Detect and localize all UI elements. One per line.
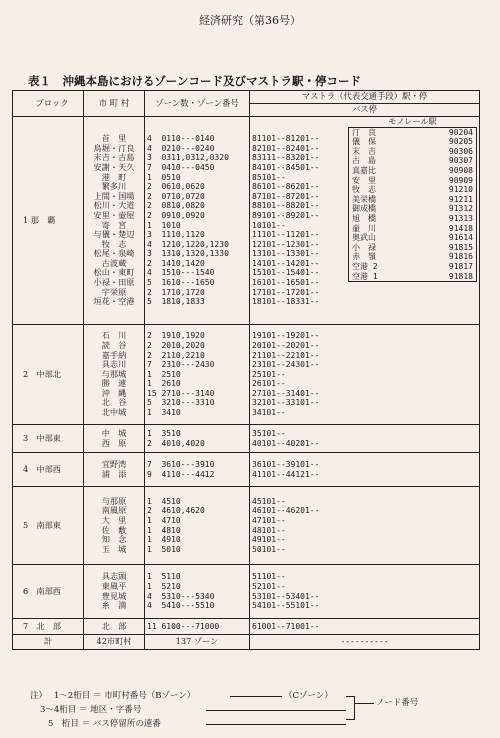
- monorail-station-row: [352, 233, 473, 243]
- monorail-station-row: [352, 176, 473, 186]
- monorail-station-name: 真嘉比: [352, 165, 376, 175]
- monorail-station-code: 90205: [448, 137, 473, 147]
- bus-stop-list: 61001--71001--: [250, 619, 480, 635]
- monorail-station-row: [352, 224, 473, 234]
- bracket-line: [206, 724, 346, 725]
- monorail-station-name: 奥武山: [352, 233, 376, 243]
- monorail-station-code: 91816: [448, 252, 473, 262]
- monorail-station-row: [352, 185, 473, 195]
- monorail-station-code: 90204: [448, 127, 473, 137]
- zone-list: 2 1910,1920 2 2010,2020 2 2110,2210 7 2310---2430 1 2510 1 2610 15 2710---3140 5 3210---3310 1 3410: [145, 325, 250, 425]
- col-header-block: ブロック: [13, 91, 84, 117]
- monorail-cell: [346, 117, 480, 325]
- bus-stop-list: 45101-- 46101--46201-- 47101-- 48101-- 49101-- 50101--: [250, 487, 480, 565]
- monorail-station-box: [348, 127, 477, 283]
- monorail-station-name: 古 島: [352, 156, 376, 166]
- bracket-line: [354, 703, 374, 704]
- note-node-number: ノード番号: [376, 698, 419, 708]
- monorail-station-name: 汀 良: [352, 127, 376, 137]
- monorail-station-code: 91312: [448, 204, 473, 214]
- monorail-station-name: 空港 1: [352, 271, 378, 281]
- monorail-station-code: 91614: [448, 233, 473, 243]
- col-header-bus: バス停: [250, 104, 480, 117]
- block-name: 4 中部西: [13, 453, 84, 487]
- note-line-3: 5 桁目 ＝ バス停留所の連番: [48, 719, 161, 729]
- monorail-station-name: 儀 保: [352, 137, 376, 147]
- zone-list: 1 5110 1 5210 4 5310---5340 4 5410---5510: [145, 565, 250, 619]
- total-zones: 137 ゾーン: [145, 635, 250, 650]
- monorail-station-code: 91211: [448, 194, 473, 204]
- block-name: 3 中部東: [13, 425, 84, 453]
- table-title: 表１ 沖縄本島におけるゾーンコード及びマストラ駅・停コード: [28, 74, 362, 88]
- bracket-line: [346, 696, 355, 720]
- total-municipalities: 42市町村: [84, 635, 145, 650]
- monorail-station-code: 91815: [448, 242, 473, 252]
- monorail-station-row: [352, 156, 473, 166]
- municipality-list: 石 川 読 谷 嘉手納 具志川 与那城 勝 連 沖 縄 北 谷 北中城: [84, 325, 145, 425]
- municipality-list: 与那原 南風原 大 里 佐 敷 知 念 玉 城: [84, 487, 145, 565]
- note-line-2: 3～4桁目 ＝ 地区・字番号: [40, 705, 142, 715]
- block-name: 5 南部東: [13, 487, 84, 565]
- monorail-station-code: 91817: [448, 261, 473, 271]
- monorail-station-name: 小 禄: [352, 242, 376, 252]
- monorail-station-name: 空港 2: [352, 261, 378, 271]
- monorail-station-row: [352, 137, 473, 147]
- zone-code-table: [12, 90, 480, 650]
- monorail-station-name: 末 吉: [352, 146, 376, 156]
- zone-list: 1 4510 2 4610,4620 1 4710 1 4810 1 4910 1 5010: [145, 487, 250, 565]
- monorail-station-row: [352, 195, 473, 205]
- note-line-1: 1～2桁目 ＝ 市町村番号（Bゾーン）: [54, 691, 196, 701]
- monorail-station-name: 赤 嶺: [352, 252, 376, 262]
- municipality-list: 宜野湾 浦 添: [84, 453, 145, 487]
- bus-stop-list: 35101-- 40101--40201--: [250, 425, 480, 453]
- monorail-station-row: [352, 166, 473, 176]
- zone-list: 4 0110---0140 4 0210---0240 3 0311,0312,0320 7 0410---0450 1 0510 2 0610,0620 2 0710,0720 2 0810,0820 2 0910,0920 1 1010 3 1110,1120 4 1210,1220,1230 3 1310,1320,1330 2 1410,1420 4 1510---1540 5 1610---1650 2 1710,1720 5 1810,1833: [145, 117, 250, 325]
- municipality-list: 具志頭 東風平 豊見城 糸 満: [84, 565, 145, 619]
- bus-stop-list: 81101--81201-- 82101--82401-- 83111--83201-- 84101--84501-- 85101-- 86101--86201-- 87101--87201-- 88101--88201-- 89101--89201-- 10101-- 11101--11201-- 12101--12301-- 13101--13301-- 14101--14201-- 15101--15401-- 16101--16501-- 17101--17201-- 18101--18331--: [250, 117, 347, 325]
- monorail-station-name: 旭 橋: [352, 213, 376, 223]
- col-header-mastra: マストラ（代表交通手段）駅・停: [250, 91, 480, 104]
- col-header-municipality: 市 町 村: [84, 91, 145, 117]
- block-name: 2 中部北: [13, 325, 84, 425]
- notes-prefix: 注）: [30, 691, 48, 701]
- bus-stop-list: 51101-- 52101-- 53101--53401-- 54101--55101--: [250, 565, 480, 619]
- monorail-station-code: 91818: [448, 271, 473, 281]
- bracket-line: [206, 710, 346, 711]
- monorail-station-name: 牧 志: [352, 185, 376, 195]
- block-name: 7 北 部: [13, 619, 84, 635]
- bus-stop-list: 19101--19201-- 20101--20201-- 21101--22101-- 23101--24301-- 25101-- 26101-- 27101--31401-- 32101--33101-- 34101--: [250, 325, 480, 425]
- monorail-station-row: [352, 214, 473, 224]
- page-header: 経済研究（第36号）: [199, 14, 301, 27]
- monorail-station-code: 91313: [448, 213, 473, 223]
- monorail-station-row: [352, 262, 473, 272]
- monorail-station-name: 美栄橋: [352, 194, 376, 204]
- bus-stop-list: 36101--39101-- 41101--44121--: [250, 453, 480, 487]
- monorail-station-row: [352, 272, 473, 282]
- municipality-list: 中 城 西 原: [84, 425, 145, 453]
- note-czone: （Cゾーン）: [284, 691, 333, 701]
- bracket-line: [230, 696, 282, 697]
- col-header-zone: ゾーン数・ゾーン番号: [145, 91, 250, 117]
- total-bus: ----------: [250, 635, 480, 650]
- monorail-station-code: 90909: [448, 175, 473, 185]
- monorail-station-row: [352, 147, 473, 157]
- total-label: 計: [13, 635, 84, 650]
- municipality-list: 北 部: [84, 619, 145, 635]
- zone-list: 11 6100---71000: [145, 619, 250, 635]
- municipality-list: 首 里 鳥堀・汀良 末吉・古島 安謝・天久 港 町 繁多川 上間・国場 松川・大道 安里・壷屋 寄 宮 与儀・楚辺 牧 志 松尾・泉崎 古波蔵 松山・東町 小禄・田原 宇栄原 垣花・空港: [84, 117, 145, 325]
- monorail-station-code: 90307: [448, 156, 473, 166]
- block-name: 6 南部西: [13, 565, 84, 619]
- block-name: 1 那 覇: [13, 117, 84, 325]
- monorail-station-name: 安 里: [352, 175, 376, 185]
- monorail-station-code: 91210: [448, 185, 473, 195]
- monorail-station-row: [352, 128, 473, 138]
- monorail-station-code: 90908: [448, 165, 473, 175]
- zone-list: 7 3610---3910 9 4110---4412: [145, 453, 250, 487]
- monorail-station-row: [352, 252, 473, 262]
- monorail-station-code: 91418: [448, 223, 473, 233]
- monorail-station-row: [352, 204, 473, 214]
- zone-list: 1 3510 2 4010,4020: [145, 425, 250, 453]
- monorail-station-code: 90306: [448, 146, 473, 156]
- monorail-station-name: 御成橋: [352, 204, 376, 214]
- monorail-station-row: [352, 243, 473, 253]
- monorail-station-name: 壷 川: [352, 223, 376, 233]
- monorail-header: モノレール駅: [388, 116, 437, 126]
